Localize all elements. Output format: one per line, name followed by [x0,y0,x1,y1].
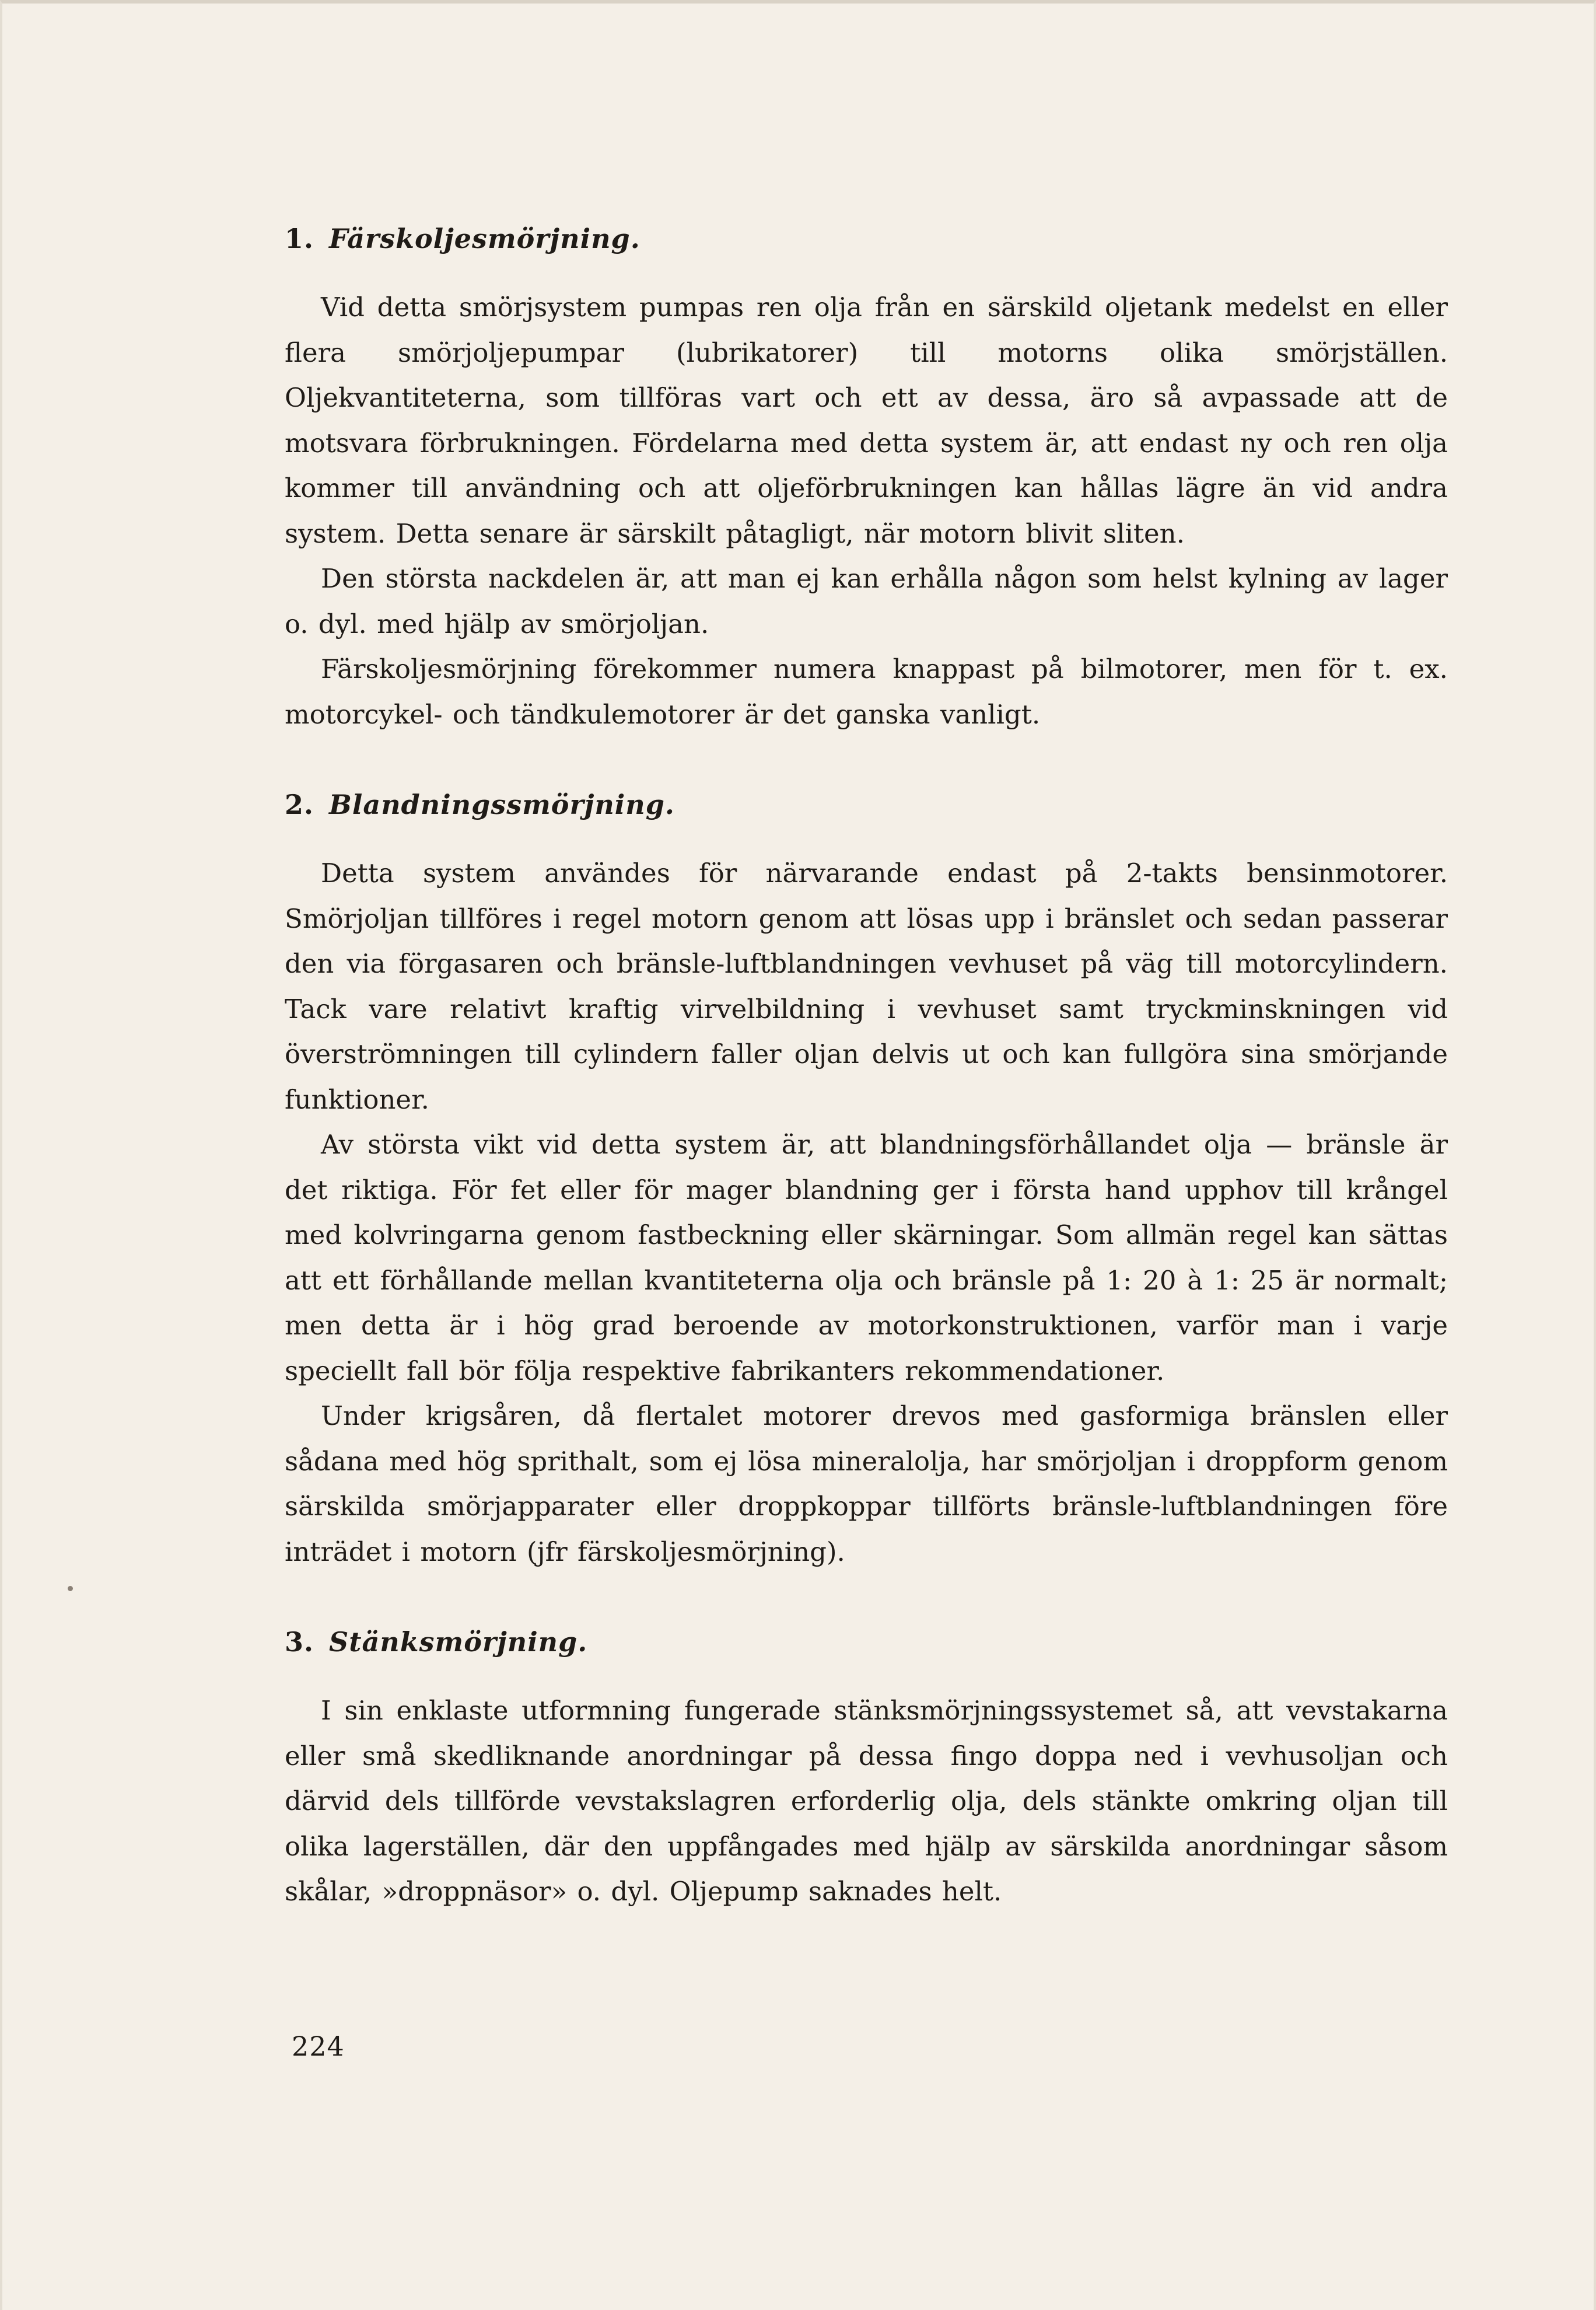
document-body [285,216,1448,1914]
section-heading-farskoljesmorjning [285,216,1448,261]
paragraph: Av största vikt vid detta system är, att blandningsförhållandet olja — bränsle är det riktiga. För fet eller för mager blandning ger i första hand upphov till krångel med kolvringarna genom fastbeckning eller skärningar. Som allmän regel kan sättas att ett förhållande mellan kvantiteterna olja och bränsle på 1: 20 à 1: 25 är normalt; men detta är i hög grad beroende av motorkonstruktionen, varför man i varje speciellt fall bör följa respektive fabrikanters rekommendationer. [285,1129,1448,1386]
paragraph: Vid detta smörjsystem pumpas ren olja från en särskild oljetank medelst en eller flera smörjoljepumpar (lubrikatorer) till motorns olika smörjställen. Oljekvantiteterna, som tillföras vart och ett av dessa, äro så avpassade att de motsvara förbrukningen. Fördelarna med detta system är, att endast ny och ren olja kommer till användning och att oljeförbrukningen kan hållas lägre än vid andra system. Detta senare är särskilt påtagligt, när motorn blivit sliten. [285,292,1448,549]
section-body-blandningssmorjning [285,851,1448,1574]
section-heading-blandningssmorjning [285,782,1448,827]
paragraph: I sin enklaste utformning fungerade stänksmörjningssystemet så, att vevstakarna eller små skedliknande anordningar på dessa fingo doppa ned i vevhusoljan och därvid dels tillförde vevstakslagren erforderlig olja, dels stänkte omkring oljan till olika lagerställen, där den uppfångades med hjälp av särskilda anordningar såsom skålar, »droppnäsor» o. dyl. Oljepump saknades helt. [285,1695,1448,1907]
paragraph: Under krigsåren, då flertalet motorer drevos med gasformiga bränslen eller sådana med hög sprithalt, som ej lösa mineralolja, har smörjoljan i droppform genom särskilda smörjapparater eller droppkoppar tillförts bränsle-luftblandningen före inträdet i motorn (jfr färskoljesmörjning). [285,1400,1448,1567]
section-title: Blandningssmörjning. [329,789,675,820]
section-number: 2. [285,789,314,820]
section-number: 3. [285,1626,314,1658]
section-number: 1. [285,223,314,254]
paragraph: Detta system användes för närvarande endast på 2-takts bensinmotorer. Smörjoljan tillföres i regel motorn genom att lösas upp i bränslet och sedan passerar den via förgasaren och bränsle-luftblandningen vevhuset på väg till motorcylindern. Tack vare relativt kraftig virvelbildning i vevhuset samt tryckminskningen vid överströmningen till cylindern faller oljan delvis ut och kan fullgöra sina smörjande funktioner. [285,858,1448,1115]
section-title: Stänksmörjning. [329,1626,588,1658]
paragraph: Färskoljesmörjning förekommer numera knappast på bilmotorer, men för t. ex. motorcykel- och tändkulemotorer är det ganska vanligt. [285,653,1448,730]
section-title: Färskoljesmörjning. [329,223,640,254]
paragraph: Den största nackdelen är, att man ej kan erhålla någon som helst kylning av lager o. dyl. med hjälp av smörjoljan. [285,563,1448,639]
page-number: 224 [292,2031,345,2062]
section-heading-stanksmorjning [285,1619,1448,1665]
section-body-farskoljesmorjning [285,285,1448,737]
paper-speck [68,1586,73,1591]
section-body-stanksmorjning [285,1688,1448,1914]
